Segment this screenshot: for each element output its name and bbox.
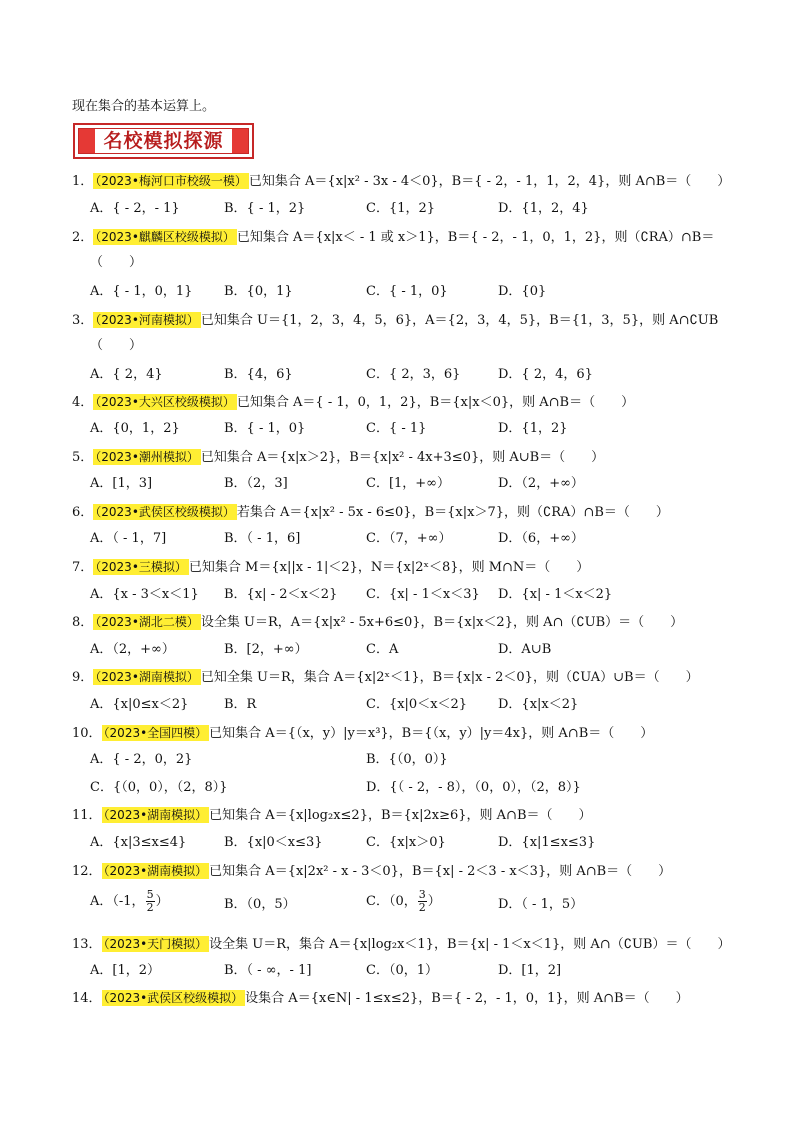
option-d: D．{1，2，4}	[498, 201, 589, 216]
question-stem: 已知集合 A＝{x|x＞2}，B＝{x|x² - 4x+3≤0}，则 A∪B＝（ ）	[200, 450, 605, 465]
option-c: C．（0，1）	[366, 963, 438, 978]
option-a: A．{x|3≤x≤4}	[90, 835, 187, 850]
question-1: 1． （2023•梅河口市校级一模） 已知集合 A＝{x|x² - 3x - 4＜0}，B＝{ - 2，- 1，1，2，4}，则 A∩B＝（ ）	[72, 174, 731, 189]
question-13: 13． （2023•天门模拟） 设全集 U＝R，集合 A＝{x|log₂x＜1}，B＝{x| - 1＜x＜1}，则 A∩（∁UB）＝（ ）	[72, 937, 731, 952]
option-a: A．{0，1，2}	[90, 421, 180, 436]
intro-text: 现在集合的基本运算上。	[72, 99, 216, 114]
option-a: A．（-1， $\frac{5}{2}$ ）	[90, 888, 169, 914]
source-tag: （2023•湖南模拟）	[95, 670, 199, 684]
option-d: D．{1，2}	[498, 421, 568, 436]
option-b: B．{x|0＜x≤3}	[224, 835, 323, 850]
source-tag: （2023•潮州模拟）	[95, 450, 199, 464]
question-7: 7． （2023•三模拟） 已知集合 M＝{x||x - 1|＜2}，N＝{x|2ˣ＜8}，则 M∩N＝（ ）	[72, 560, 590, 575]
option-a: A．（2，+∞）	[90, 642, 175, 657]
question-stem: 设全集 U＝R，集合 A＝{x|log₂x＜1}，B＝{x| - 1＜x＜1}，则 A∩（∁UB）＝（ ）	[209, 937, 731, 952]
question-stem: 已知集合 A＝{x|2x² - x - 3＜0}，B＝{x| - 2＜3 - x＜3}，则 A∩B＝（ ）	[209, 864, 672, 879]
banner-title: 名校模拟探源	[95, 129, 231, 153]
option-c: C．A	[366, 642, 399, 657]
source-tag: （2023•梅河口市校级一模）	[95, 174, 247, 188]
option-c: C．{ - 1，0}	[366, 284, 448, 299]
question-12: 12． （2023•湖南模拟） 已知集合 A＝{x|2x² - x - 3＜0}，B＝{x| - 2＜3 - x＜3}，则 A∩B＝（ ）	[72, 864, 672, 879]
option-a: A．{ 2，4}	[90, 367, 163, 382]
option-c: C．{ 2，3，6}	[366, 367, 461, 382]
option-c: C．{1，2}	[366, 201, 436, 216]
question-9: 9． （2023•湖南模拟） 已知全集 U＝R，集合 A＝{x|2ˣ＜1}，B＝{x|x - 2＜0}，则（∁UA）∪B＝（ ）	[72, 670, 699, 685]
question-stem: 已知集合 U＝{1，2，3，4，5，6}，A＝{2，3，4，5}，B＝{1，3，5}，则 A∩∁UB	[200, 313, 719, 328]
option-a: A．[1，3]	[90, 476, 153, 491]
option-b: B．{ - 1，0}	[224, 421, 306, 436]
fraction: $\frac{5}{2}$	[146, 888, 154, 914]
question-11: 11． （2023•湖南模拟） 已知集合 A＝{x|log₂x≤2}，B＝{x|2x≥6}，则 A∩B＝（ ）	[72, 808, 592, 823]
question-14: 14． （2023•武侯区校级模拟） 设集合 A＝{x∈N| - 1≤x≤2}，B＝{ - 2，- 1，0，1}，则 A∩B＝（ ）	[72, 991, 689, 1006]
question-stem: 已知集合 A＝{x|x＜ - 1 或 x＞1}，B＝{ - 2，- 1，0，1，2}，则（∁RA）∩B＝	[236, 230, 715, 245]
option-c: C．[1，+∞）	[366, 476, 451, 491]
option-c: C．（7，+∞）	[366, 531, 452, 546]
source-tag: （2023•河南模拟）	[95, 313, 199, 327]
question-3-continuation: （ ）	[90, 338, 143, 353]
source-tag: （2023•天门模拟）	[103, 937, 208, 951]
option-d: D．（2，+∞）	[498, 476, 584, 491]
source-tag: （2023•湖南模拟）	[103, 808, 208, 822]
option-d: D．{0}	[498, 284, 547, 299]
source-tag: （2023•湖北二模）	[95, 615, 199, 629]
question-2: 2． （2023•麒麟区校级模拟） 已知集合 A＝{x|x＜ - 1 或 x＞1}，B＝{ - 2，- 1，0，1，2}，则（∁RA）∩B＝	[72, 230, 715, 245]
option-a: A．[1，2）	[90, 963, 161, 978]
question-4: 4． （2023•大兴区校级模拟） 已知集合 A＝{ - 1，0，1，2}，B＝{x|x＜0}，则 A∩B＝（ ）	[72, 395, 635, 410]
option-c: C．{x|0＜x＜2}	[366, 697, 468, 712]
fraction: $\frac{3}{2}$	[418, 888, 426, 914]
option-a: A．{ - 2，- 1}	[90, 201, 180, 216]
question-3: 3． （2023•河南模拟） 已知集合 U＝{1，2，3，4，5，6}，A＝{2，3，4，5}，B＝{1，3，5}，则 A∩∁UB	[72, 313, 719, 328]
option-b: B．{x| - 2＜x＜2}	[224, 587, 338, 602]
option-d: D．{x|x＜2}	[498, 697, 579, 712]
question-6: 6． （2023•武侯区校级模拟） 若集合 A＝{x|x² - 5x - 6≤0}，B＝{x|x＞7}，则（∁RA）∩B＝（ ）	[72, 505, 669, 520]
source-tag: （2023•武侯区校级模拟）	[103, 991, 244, 1005]
source-tag: （2023•湖南模拟）	[103, 864, 208, 878]
option-d: D．{x|1≤x≤3}	[498, 835, 596, 850]
option-d: D．（6，+∞）	[498, 531, 584, 546]
option-d: D．A∪B	[498, 642, 552, 657]
option-d: D．（ - 1，5）	[498, 897, 584, 912]
banner-frame	[78, 128, 249, 154]
option-a: A．{x - 3＜x＜1}	[90, 587, 199, 602]
option-d: D．{（ - 2，- 8），（0，0），（2，8）}	[366, 780, 581, 795]
option-b: B．{4，6}	[224, 367, 293, 382]
source-tag: （2023•大兴区校级模拟）	[95, 395, 235, 409]
option-b: B．（2，3]	[224, 476, 288, 491]
option-b: B．R	[224, 697, 257, 712]
question-stem: 已知集合 M＝{x||x - 1|＜2}，N＝{x|2ˣ＜8}，则 M∩N＝（ ）	[188, 560, 590, 575]
source-tag: （2023•三模拟）	[95, 560, 187, 574]
option-c: C．{x| - 1＜x＜3}	[366, 587, 480, 602]
question-10: 10． （2023•全国四模） 已知集合 A＝{（x，y）|y＝x³}，B＝{（x，y）|y＝4x}，则 A∩B＝（ ）	[72, 726, 654, 741]
option-a: A．{ - 2，0，2}	[90, 752, 193, 767]
option-c: C．（0， $\frac{3}{2}$ ）	[366, 888, 441, 914]
question-stem: 已知集合 A＝{x|x² - 3x - 4＜0}，B＝{ - 2，- 1，1，2，4}，则 A∩B＝（ ）	[248, 174, 731, 189]
option-a: A．{ - 1，0，1}	[90, 284, 193, 299]
option-b: B．[2，+∞）	[224, 642, 308, 657]
option-d: D．[1，2]	[498, 963, 562, 978]
option-d: D．{x| - 1＜x＜2}	[498, 587, 613, 602]
option-b: B．{0，1}	[224, 284, 293, 299]
option-c: C．{（0，0），（2，8）}	[90, 780, 228, 795]
question-stem: 设全集 U＝R，A＝{x|x² - 5x+6≤0}，B＝{x|x＜2}，则 A∩（∁UB）＝（ ）	[200, 615, 684, 630]
option-b: B．{（0，0）}	[366, 752, 448, 767]
option-b: B．（0，5）	[224, 897, 296, 912]
question-stem: 若集合 A＝{x|x² - 5x - 6≤0}，B＝{x|x＞7}，则（∁RA）∩B＝（ ）	[236, 505, 669, 520]
source-tag: （2023•全国四模）	[103, 726, 208, 740]
option-b: B．（ - ∞，- 1]	[224, 963, 312, 978]
question-stem: 设集合 A＝{x∈N| - 1≤x≤2}，B＝{ - 2，- 1，0，1}，则 A∩B＝（ ）	[245, 991, 689, 1006]
question-stem: 已知集合 A＝{x|log₂x≤2}，B＝{x|2x≥6}，则 A∩B＝（ ）	[209, 808, 592, 823]
option-b: B．（ - 1，6]	[224, 531, 301, 546]
question-5: 5． （2023•潮州模拟） 已知集合 A＝{x|x＞2}，B＝{x|x² - 4x+3≤0}，则 A∪B＝（ ）	[72, 450, 605, 465]
question-stem: 已知全集 U＝R，集合 A＝{x|2ˣ＜1}，B＝{x|x - 2＜0}，则（∁UA）∪B＝（ ）	[200, 670, 699, 685]
option-c: C．{ - 1}	[366, 421, 427, 436]
option-b: B．{ - 1，2}	[224, 201, 306, 216]
question-2-continuation: （ ）	[90, 255, 143, 270]
option-a: A．（ - 1，7]	[90, 531, 167, 546]
question-stem: 已知集合 A＝{（x，y）|y＝x³}，B＝{（x，y）|y＝4x}，则 A∩B＝（ ）	[209, 726, 654, 741]
question-8: 8． （2023•湖北二模） 设全集 U＝R，A＝{x|x² - 5x+6≤0}，B＝{x|x＜2}，则 A∩（∁UB）＝（ ）	[72, 615, 684, 630]
option-a: A．{x|0≤x＜2}	[90, 697, 189, 712]
option-c: C．{x|x＞0}	[366, 835, 446, 850]
option-d: D．{ 2，4，6}	[498, 367, 593, 382]
section-banner	[73, 123, 254, 159]
source-tag: （2023•武侯区校级模拟）	[95, 505, 235, 519]
source-tag: （2023•麒麟区校级模拟）	[95, 230, 235, 244]
question-stem: 已知集合 A＝{ - 1，0，1，2}，B＝{x|x＜0}，则 A∩B＝（ ）	[236, 395, 635, 410]
